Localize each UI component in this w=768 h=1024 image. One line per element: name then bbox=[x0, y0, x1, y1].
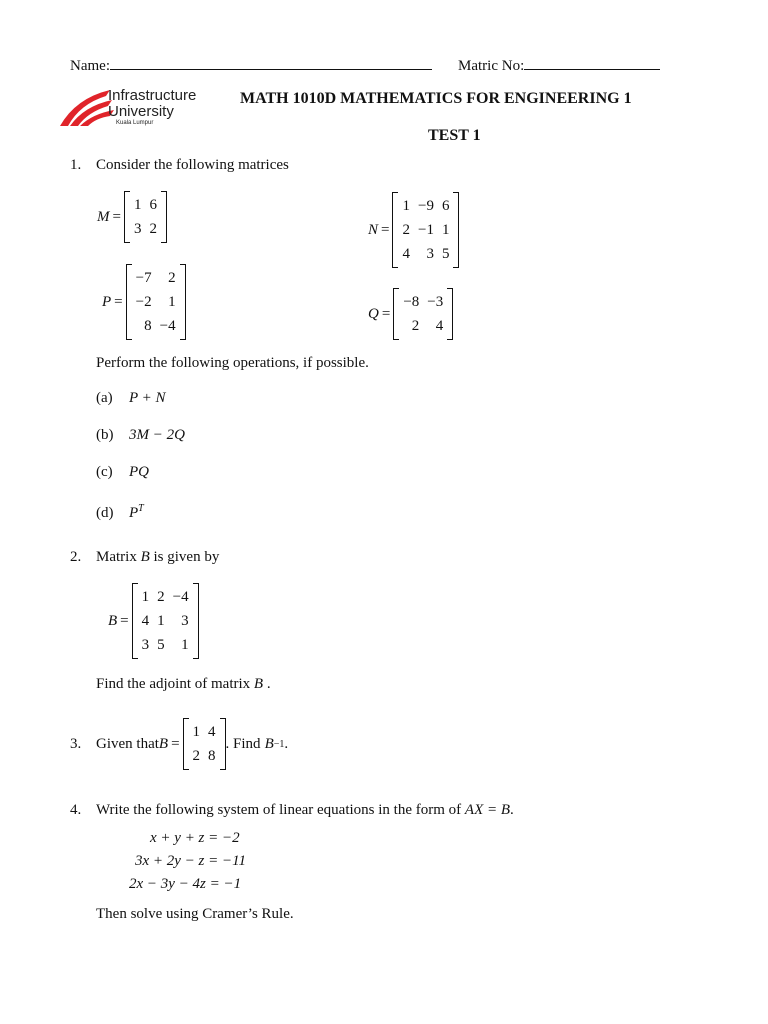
matrix-p-cell: −7 bbox=[135, 270, 152, 286]
q4-text-post: . bbox=[510, 802, 514, 818]
q4-instruction: Then solve using Cramer’s Rule. bbox=[96, 906, 294, 922]
q2-text: Matrix bbox=[96, 549, 141, 565]
matrix-q-cell: 2 bbox=[411, 318, 420, 334]
q3-heading: 3. Given that B = 1 4 2 8 . Find B −1 . bbox=[70, 718, 288, 770]
matrix-n-cell: 4 bbox=[402, 246, 410, 262]
matrix-p-cell: 8 bbox=[144, 318, 152, 334]
matrix-n: N = 1 −9 6 2 −1 1 4 3 5 bbox=[368, 192, 459, 268]
test-title: TEST 1 bbox=[428, 127, 481, 144]
q4-form: AX = B bbox=[464, 802, 511, 818]
q3-find-sup: −1 bbox=[273, 738, 285, 750]
q2-var: B bbox=[140, 549, 150, 565]
matrix-m: M = 1 6 3 2 bbox=[97, 191, 167, 243]
logo-line3: Kuala Lumpur bbox=[116, 120, 154, 126]
q1-part-a bbox=[96, 390, 166, 407]
matrix-q-cell: −3 bbox=[427, 294, 444, 310]
matrix-b-cell: 3 bbox=[141, 637, 150, 653]
q1-text: Consider the following matrices bbox=[96, 157, 289, 173]
matrix-q: Q = −8 −3 2 4 bbox=[368, 288, 453, 340]
matrix-p: P = −7 2 −2 1 8 −4 bbox=[102, 264, 186, 340]
matrix-b-cell: 4 bbox=[141, 613, 150, 629]
matrix-p-cell: 2 bbox=[168, 270, 176, 286]
part-expression: P bbox=[129, 505, 139, 521]
part-label: (c) bbox=[96, 464, 113, 480]
university-logo bbox=[58, 86, 208, 132]
matrix-n-cell: 3 bbox=[426, 246, 434, 262]
matrix-n-cell: 1 bbox=[441, 222, 450, 238]
matrix-p-cell: −4 bbox=[159, 318, 176, 334]
part-label: (a) bbox=[96, 390, 113, 406]
matrix-b-cell: 3 bbox=[181, 613, 189, 629]
name-label: Name: bbox=[70, 58, 110, 74]
q4-number: 4. bbox=[70, 802, 82, 818]
matrix-n-cell: 1 bbox=[402, 198, 410, 214]
q2-instruction-text: Find the adjoint of matrix bbox=[96, 676, 254, 692]
matrix-b-cell: 1 bbox=[141, 589, 150, 605]
part-label: (d) bbox=[96, 505, 114, 521]
q2-heading bbox=[70, 549, 219, 566]
matrix-m-cell: 3 bbox=[133, 221, 142, 237]
q3-matrix-cell: 2 bbox=[192, 748, 201, 764]
matrix-b-cell: 2 bbox=[157, 589, 165, 605]
q1-number: 1. bbox=[70, 157, 82, 173]
q3-matrix-name: B bbox=[158, 735, 169, 752]
part-label: (b) bbox=[96, 427, 114, 443]
part-expression: PQ bbox=[129, 464, 149, 480]
part-expression: 3M − 2Q bbox=[129, 427, 185, 443]
q2-instruction-end: . bbox=[263, 676, 271, 692]
q1-part-d bbox=[96, 503, 144, 522]
q4-equation: 3x + 2y − z = −11 bbox=[135, 853, 247, 869]
q3-matrix-cell: 8 bbox=[208, 748, 216, 764]
q1-instruction: Perform the following operations, if possible. bbox=[96, 355, 369, 371]
matrix-b-cell: 5 bbox=[157, 637, 165, 653]
q2-text-post: is given by bbox=[149, 549, 220, 565]
matrix-q-cell: −8 bbox=[403, 294, 420, 310]
q3-find-var: B bbox=[264, 735, 274, 752]
matrix-m-cell: 2 bbox=[149, 221, 157, 237]
q3-matrix-cell: 1 bbox=[192, 724, 201, 740]
matrix-p-name: P bbox=[102, 293, 112, 310]
matrix-n-name: N bbox=[368, 221, 379, 238]
q4-heading bbox=[70, 802, 514, 819]
q2-instruction-var: B bbox=[253, 676, 264, 692]
matrix-b-cell: 1 bbox=[181, 637, 189, 653]
q1-heading bbox=[70, 157, 289, 174]
matrix-n-cell: 5 bbox=[441, 246, 450, 262]
matrix-p-cell: 1 bbox=[168, 294, 176, 310]
name-blank[interactable] bbox=[110, 57, 432, 70]
q1-part-c bbox=[96, 464, 149, 481]
matrix-q-cell: 4 bbox=[435, 318, 444, 334]
matric-label: Matric No: bbox=[458, 58, 525, 74]
matrix-b-cell: 1 bbox=[157, 613, 165, 629]
q2-instruction bbox=[96, 676, 271, 693]
matrix-b-name: B bbox=[108, 612, 118, 629]
matrix-m-name: M bbox=[97, 208, 110, 225]
logo-line2: University bbox=[108, 103, 174, 120]
matrix-n-cell: 2 bbox=[402, 222, 410, 238]
q4-text: Write the following system of linear equations in the form of bbox=[96, 802, 465, 818]
q3-matrix bbox=[183, 718, 226, 770]
matrix-m-cell: 6 bbox=[149, 197, 157, 213]
q3-text-mid: . Find bbox=[225, 735, 261, 752]
name-line bbox=[70, 57, 432, 75]
matric-blank[interactable] bbox=[524, 57, 660, 70]
q3-number: 3. bbox=[70, 735, 82, 752]
part-superscript: T bbox=[138, 503, 144, 514]
logo-line1: Infrastructure bbox=[108, 87, 197, 104]
matrix-n-cell: −1 bbox=[417, 222, 434, 238]
matrix-n-cell: 6 bbox=[441, 198, 450, 214]
q1-part-b bbox=[96, 427, 185, 444]
q3-text-end: . bbox=[284, 735, 289, 752]
matrix-q-name: Q bbox=[368, 305, 379, 322]
q4-equation: x + y + z = −2 bbox=[150, 830, 240, 846]
matrix-m-cell: 1 bbox=[133, 197, 142, 213]
matrix-p-cell: −2 bbox=[135, 294, 152, 310]
q3-text: Given that bbox=[96, 735, 159, 752]
matric-line bbox=[458, 57, 660, 75]
q2-number: 2. bbox=[70, 549, 82, 565]
matrix-n-cell: −9 bbox=[417, 198, 434, 214]
matrix-b-cell: −4 bbox=[172, 589, 189, 605]
part-expression: P + N bbox=[129, 390, 166, 406]
course-title: MATH 1010D MATHEMATICS FOR ENGINEERING 1 bbox=[240, 90, 632, 107]
q4-equation: 2x − 3y − 4z = −1 bbox=[129, 876, 242, 892]
q3-matrix-cell: 4 bbox=[208, 724, 216, 740]
matrix-b: B = 1 2 −4 4 1 3 3 5 1 bbox=[108, 583, 199, 659]
